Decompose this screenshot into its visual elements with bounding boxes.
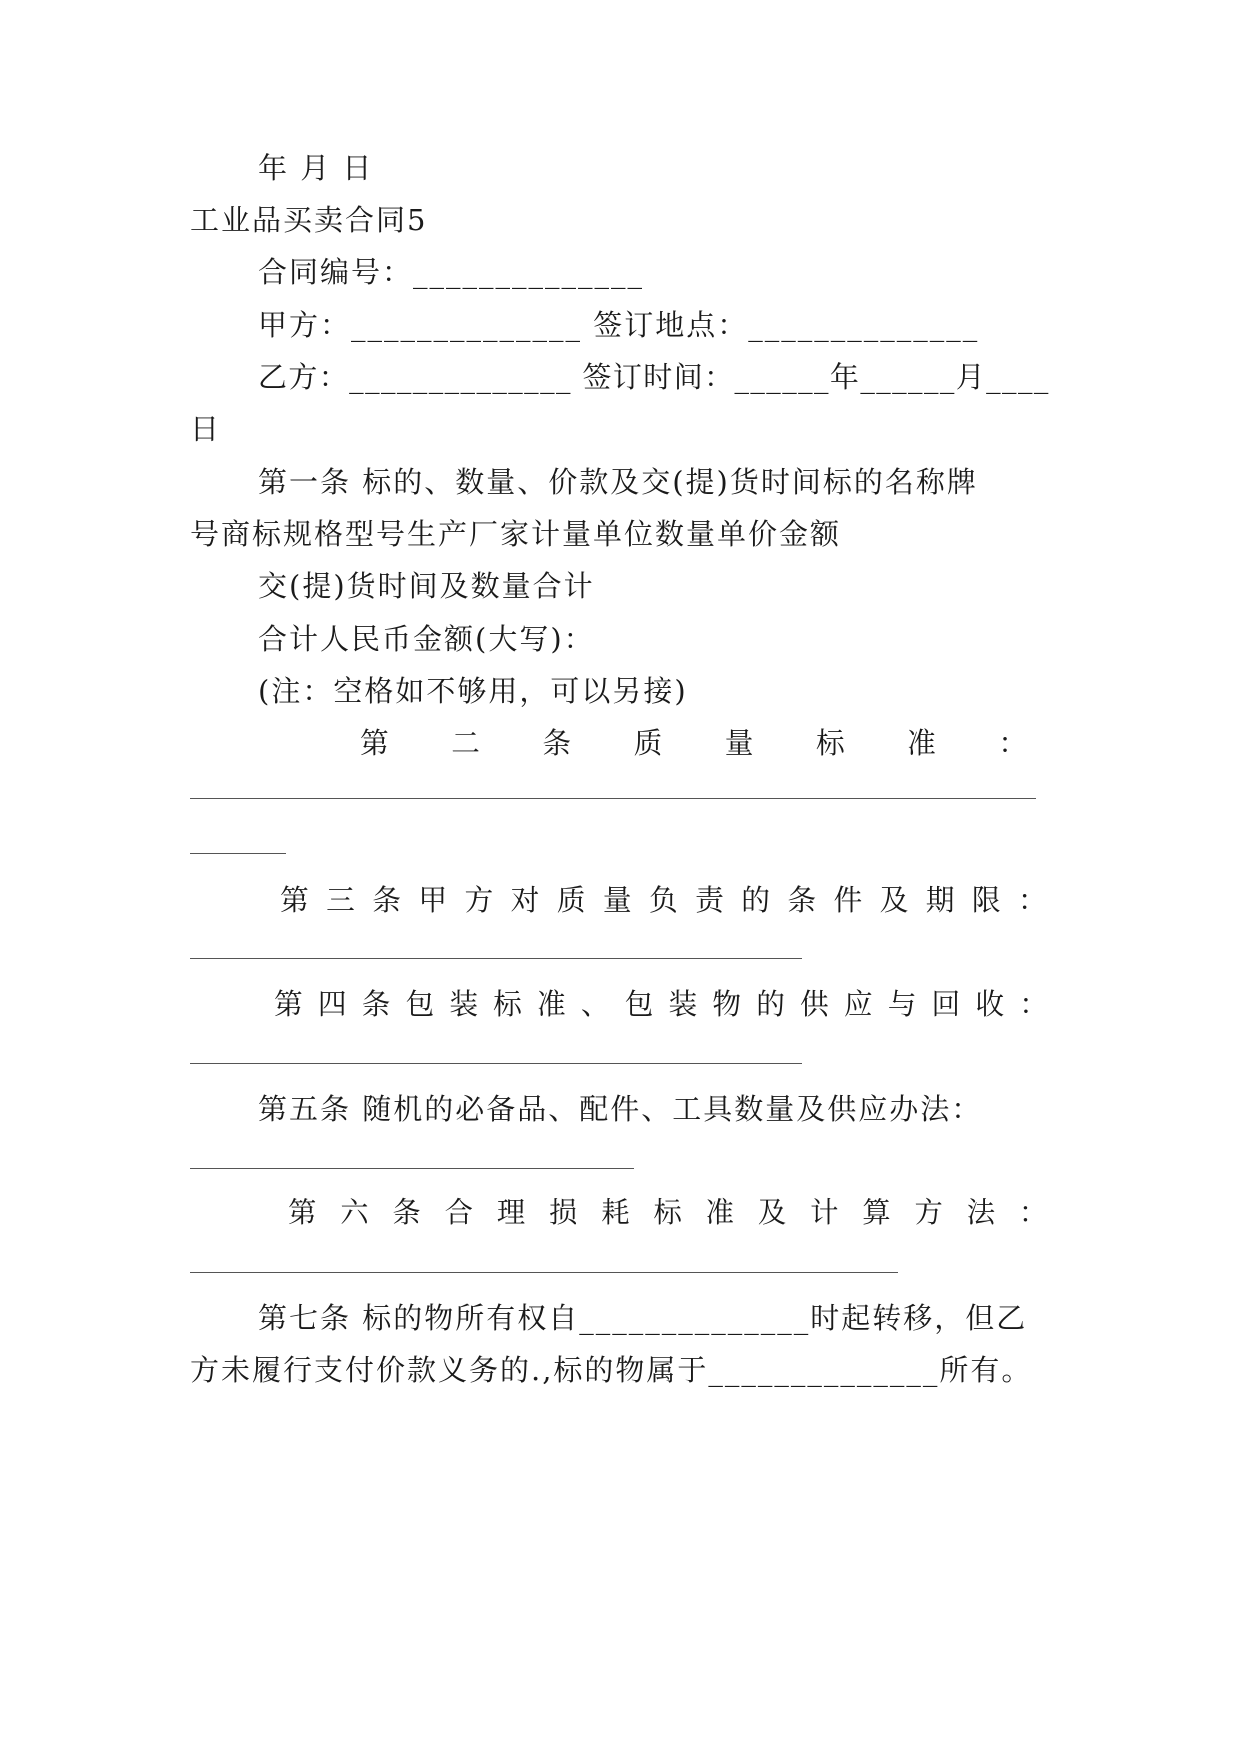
party-b-line-cont: 日 (190, 412, 222, 446)
article-1-line-4: 合计人民币金额(大写)： (258, 622, 595, 656)
article-2-blank-line-1 (190, 798, 1036, 799)
article-1-note: (注：空格如不够用，可以另接) (258, 674, 688, 708)
party-a-line: 甲方：______________ 签订地点：______________ (258, 308, 980, 342)
article-5-heading: 第五条 随机的必备品、配件、工具数量及供应办法： (258, 1092, 983, 1126)
article-6-heading: 第 六 条 合 理 损 耗 标 准 及 计 算 方 法 ： (288, 1196, 1055, 1229)
article-1-line-1: 第一条 标的、数量、价款及交(提)货时间标的名称牌 (258, 465, 978, 499)
party-b-line: 乙方：______________ 签订时间：______年______月____ (258, 360, 1050, 394)
contract-number: 合同编号：______________ (258, 255, 645, 289)
article-6-blank-line (190, 1272, 898, 1273)
article-3-blank-line (190, 958, 802, 959)
article-1-line-3: 交(提)货时间及数量合计 (258, 569, 595, 603)
article-7-line-2: 方未履行支付价款义务的.,标的物属于______________所有。 (190, 1353, 1033, 1387)
contract-title: 工业品买卖合同5 (190, 203, 428, 237)
article-2-heading: 第 二 条 质 量 标 准 ： (360, 726, 1054, 760)
article-3-heading: 第 三 条 甲 方 对 质 量 负 责 的 条 件 及 期 限 ： (280, 883, 1051, 917)
article-5-blank-line (190, 1168, 634, 1169)
date-line: 年 月 日 (258, 151, 374, 185)
article-1-line-2: 号商标规格型号生产厂家计量单位数量单价金额 (190, 517, 842, 551)
article-4-blank-line (190, 1063, 802, 1064)
article-7-line-1: 第七条 标的物所有权自______________时起转移，但乙 (258, 1301, 1028, 1335)
article-2-blank-line-2 (190, 853, 286, 854)
article-4-heading: 第 四 条 包 装 标 准 、 包 装 物 的 供 应 与 回 收 ： (274, 987, 1051, 1021)
